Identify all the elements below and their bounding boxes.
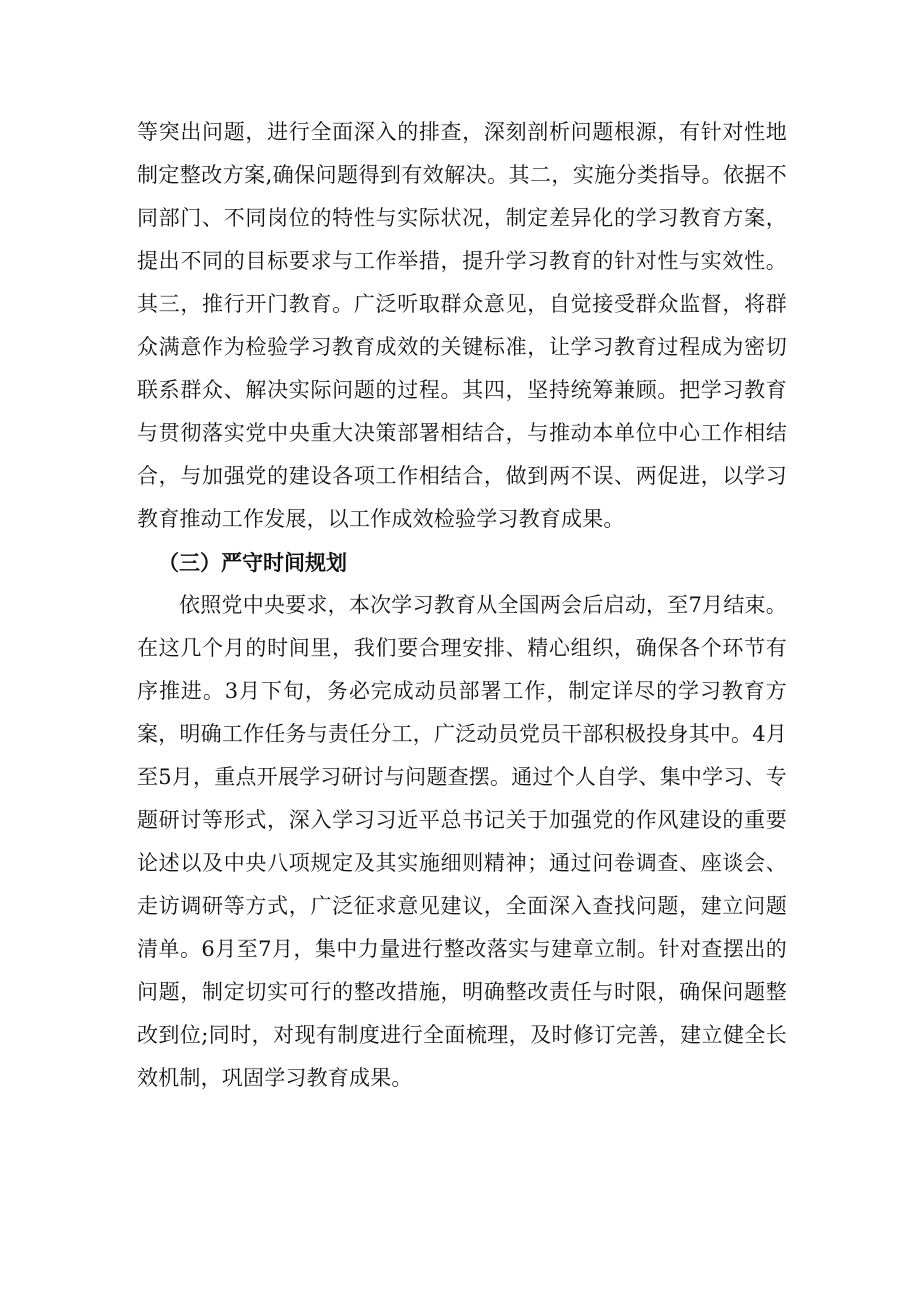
section-heading: （三）严守时间规划 <box>158 550 347 575</box>
paragraph-continued: 等突出问题，进行全面深入的排查，深刻剖析问题根源，有针对性地制定整改方案,确保问题得到有效解决。其二，实施分类指导。依据不同部门、不同岗位的特性与实际状况，制定差异化的学习教育方案，提出不同的目标要求与工作举措，提升学习教育的针对性与实效性。其三，推行开门教育。广泛听取群众意见，自觉接受群众监督，将群众满意作为检验学习教育成效的关键标准，让学习教育过程成为密切联系群众、解决实际问题的过程。其四，坚持统筹兼顾。把学习教育与贯彻落实党中央重大决策部署相结合，与推动本单位中心工作相结合，与加强党的建设各项工作相结合，做到两不误、两促进，以学习教育推动工作发展，以工作成效检验学习教育成果。 <box>137 120 787 531</box>
paragraph-time-plan: 依照党中央要求，本次学习教育从全国两会后启动，至7月结束。在这几个月的时间里，我们要合理安排、精心组织，确保各个环节有序推进。3月下旬，务必完成动员部署工作，制定详尽的学习教育方案，明确工作任务与责任分工，广泛动员党员干部积极投身其中。4月至5月，重点开展学习研讨与问题查摆。通过个人自学、集中学习、专题研讨等形式，深入学习习近平总书记关于加强党的作风建设的重要论述以及中央八项规定及其实施细则精神；通过问卷调查、座谈会、走访调研等方式，广泛征求意见建议，全面深入查找问题，建立问题清单。6月至7月，集中力量进行整改落实与建章立制。针对查摆出的问题，制定切实可行的整改措施，明确整改责任与时限，确保问题整改到位;同时，对现有制度进行全面梳理，及时修订完善，建立健全长效机制，巩固学习教育成果。 <box>137 593 787 1090</box>
document-body <box>137 111 787 1100</box>
